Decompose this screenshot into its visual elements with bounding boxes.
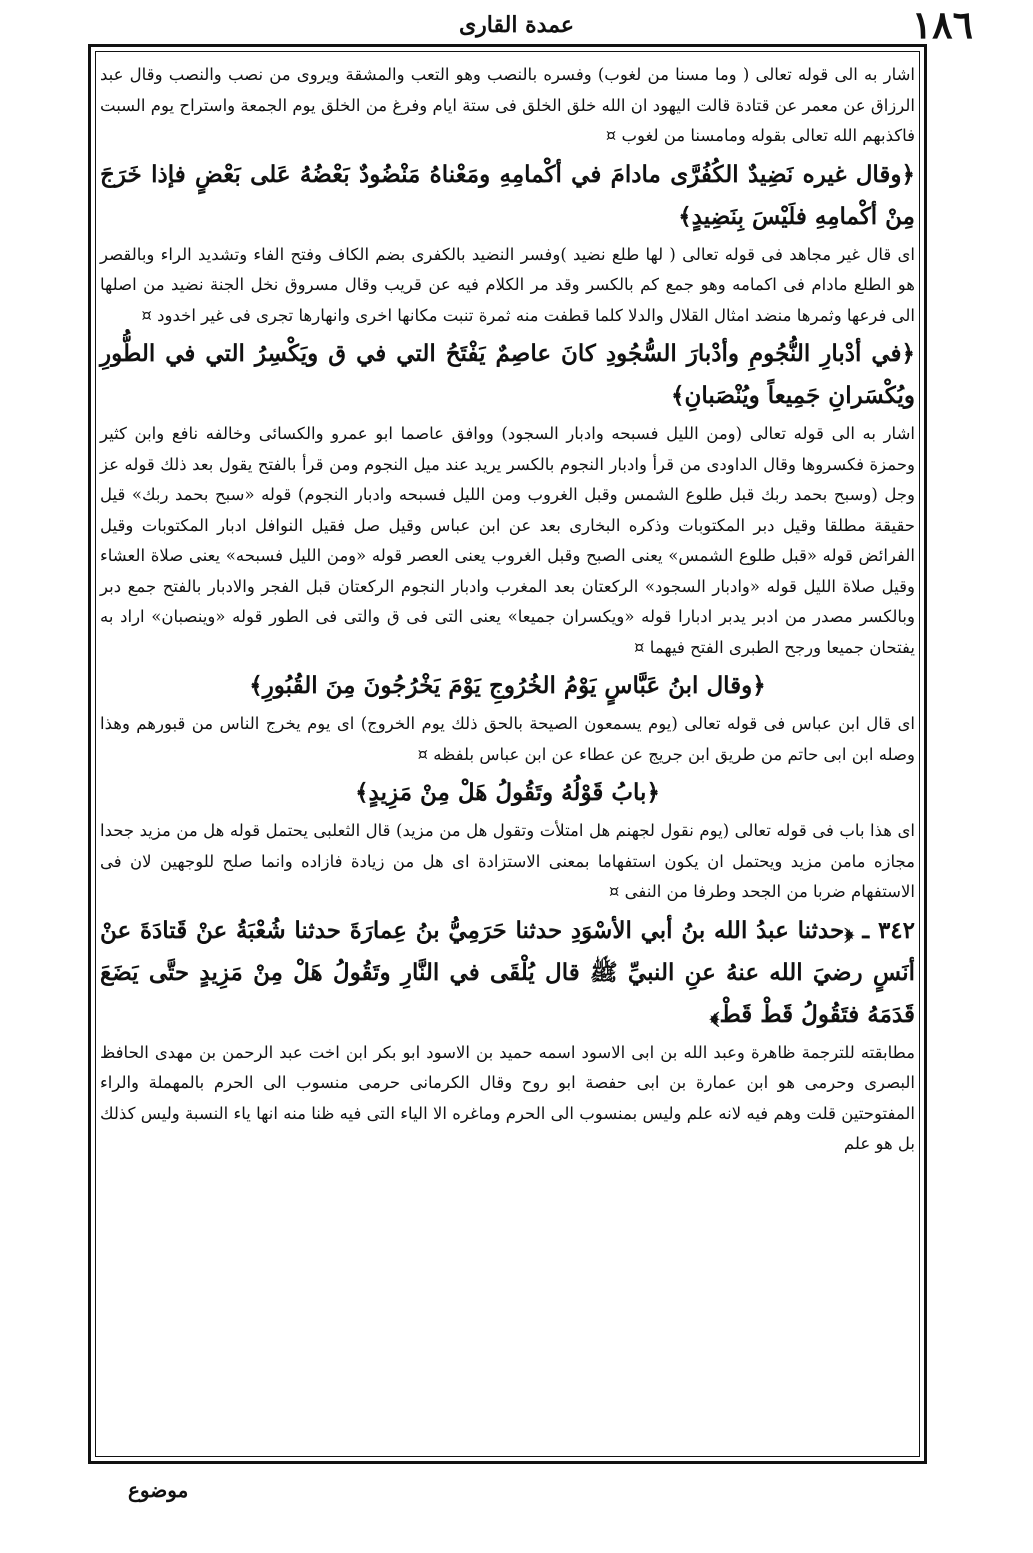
quoted-text: ﴿وقال ابنُ عَبَّاسٍ يَوْمُ الخُرُوجِ يَوْمَ يَخْرُجُونَ مِنَ القُبُورِ﴾ (249, 672, 766, 699)
running-title: عمدة القارى (458, 12, 575, 38)
commentary-paragraph: اى هذا باب فى قوله تعالى (يوم نقول لجهنم هل امتلأت وتقول هل من مزيد) قال الثعلبى يحتمل قوله هل من مزيد جحدا مجازه مامن مزيد ويحتمل ان يكون استفهاما بمعنى الاستزادة اى هل من زيادة فازاده وانما صلح للوجهين لان فى الاستفهام ضربا من الجحد وطرفا من النفى ¤ (100, 821, 915, 901)
hadith-text: ٣٤٢ ـ ﴿حدثنا عبدُ الله بنُ أبي الأسْوَدِ حدثنا حَرَمِيُّ بنُ عِمارَةَ حدثنا شُعْبَةُ عنْ قَتادَةَ عنْ أنَسٍ رضيَ الله عنهُ عنِ النبيِّ ﷺ قال يُلْقَى في النَّارِ وتَقُولُ هَلْ مِنْ مَزِيدٍ حتَّى يَضَعَ قَدَمَهُ فتَقُولُ قَطْ قَطْ﴾ (100, 916, 915, 1028)
commentary-paragraph: اشار به الى قوله تعالى (ومن الليل فسبحه وادبار السجود) ووافق عاصما ابو عمرو والكسائى وخالفه نافع وابن كثير وحمزة فكسروها وقال الداودى من قرأ وادبار النجوم بالكسر يريد عند ميل النجوم ومن قرأ بالفتح يقول بعد ذلك قوله عز وجل (وسبح بحمد ربك قبل طلوع الشمس وقبل الغروب ومن الليل فسبحه وادبار النجوم) قوله «سبح بحمد ربك» قيل حقيقة مطلقا وقيل دبر المكتوبات وذكره البخارى بعد عن ابن عباس وقيل صل فقيل النوافل ادبار المكتوبات وقيل الفرائض قوله «قبل طلوع الشمس» يعنى الصبح وقبل الغروب يعنى العصر قوله «ومن الليل فسبحه» يعنى صلاة العشاء وقيل صلاة الليل قوله «وادبار السجود» الركعتان بعد المغرب وادبار النجوم الركعتان قبل الفجر والادبار بالفتح جمع دبر وبالكسر مصدر من ادبر يدبر ادبارا قوله «ويكسران جميعا» يعنى التى فى ق والتى فى الطور قوله «وينصبان» اراد به يفتحان جميعا ورجح الطبرى الفتح فيهما ¤ (100, 424, 915, 657)
catchword: موضوع (128, 1478, 189, 1502)
commentary-paragraph: مطابقته للترجمة ظاهرة وعبد الله بن ابى الاسود اسمه حميد بن الاسود ابو بكر ابن اخت عبد الرحمن بن مهدى الحافظ البصرى وحرمى هو ابن عمارة بن ابى حفصة ابو روح وقال الكرمانى حرمى منسوب الى الحرم بالمهملة والراء المفتوحتين قلت وهم فيه لانه علم وليس بمنسوب الى الحرم وماغره الا الياء التى فيه ظنا منه انها ياء النسبة وليس كذلك بل هو علم (100, 1042, 915, 1153)
chapter-heading: ﴿بابُ قَوْلُهُ وتَقُولُ هَلْ مِنْ مَزِيدٍ﴾ (355, 779, 660, 806)
page-number: ١٨٦ (911, 2, 973, 47)
page-header (60, 2, 973, 47)
commentary-paragraph: اشار به الى قوله تعالى ( وما مسنا من لغوب) وفسره بالنصب وهو التعب والمشقة ويروى من نصب والنصب وقال عبد الرزاق عن معمر عن قتادة قالت اليهود ان الله خلق الخلق فى ستة ايام وفرغ من الخلق يوم الجمعة واستراح يوم السبت فاكذبهم الله تعالى بقوله ومامسنا من لغوب ¤ (100, 65, 915, 145)
quoted-text: ﴿وقال غيره نَضِيدٌ الكُفُرَّى مادامَ في أكْمامِهِ ومَعْناهُ مَنْضُودٌ بَعْضُهُ عَلى بَعْضٍ فإذا خَرَجَ مِنْ أكْمامِهِ فلَيْسَ بِنَضِيدٍ﴾ (100, 160, 915, 230)
commentary-paragraph: اى قال غير مجاهد فى قوله تعالى ( لها طلع نضيد )وفسر النضيد بالكفرى بضم الكاف وفتح الفاء وتشديد الراء وبالقصر هو الطلع مادام فى اكمامه وهو جمع كم بالكسر وقد مر الكلام فيه عن قريب وقال مسروق نخل الجنة نضيد من اصلها الى فرعها وثمرها منضد امثال القلال والدلا كلما قطفت منه ثمرة تنبت مكانها اخرى وانهارها تجرى فى غير اخدود ¤ (100, 244, 915, 325)
page-content (100, 60, 915, 1160)
commentary-paragraph: اى قال ابن عباس فى قوله تعالى (يوم يسمعون الصيحة بالحق ذلك يوم الخروج) اى يوم يخرج الناس من قبورهم وهذا وصله ابن ابى حاتم من طريق ابن جريج عن عطاء عن ابن عباس بلفظه ¤ (100, 714, 915, 764)
quoted-text: ﴿في أدْبارِ النُّجُومِ وأدْبارَ السُّجُودِ كانَ عاصِمٌ يَفْتَحُ التي في ق ويَكْسِرُ التي في الطُّورِ ويُكْسَرانِ جَمِيعاً ويُنْصَبانِ﴾ (100, 340, 915, 409)
